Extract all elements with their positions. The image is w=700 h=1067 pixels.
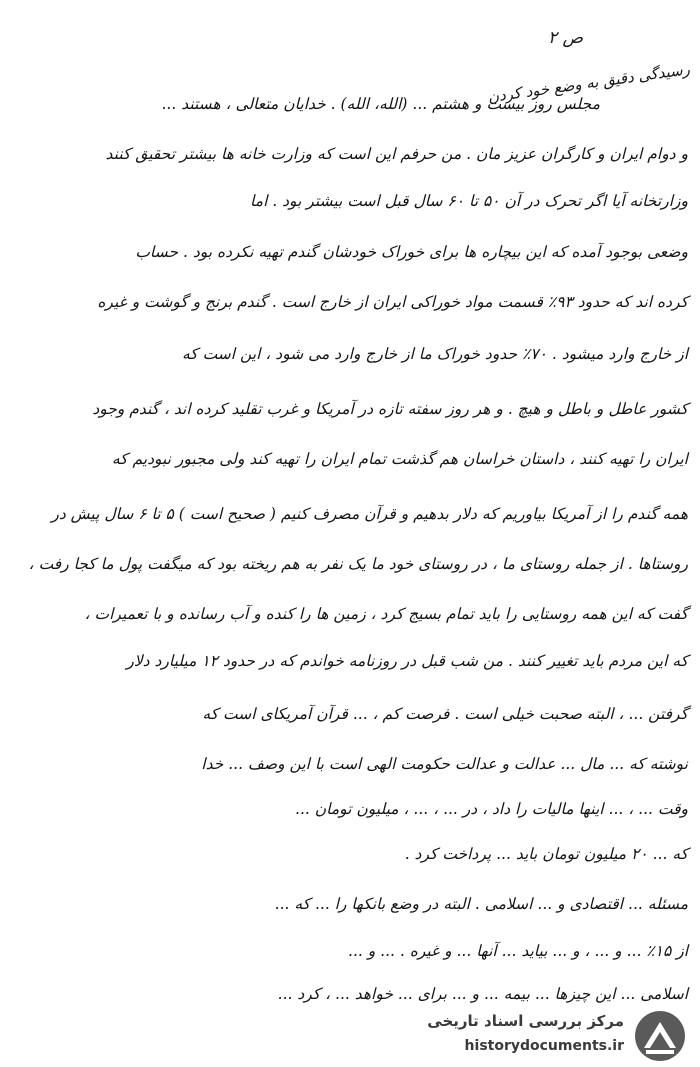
archive-logo-icon	[630, 1008, 690, 1064]
handwritten-line: روستاها . از جمله روستای ما ، در روستای خود ما یک نفر به هم ریخته بود که میگفت پول ما کجا رفت ،	[28, 555, 688, 573]
handwritten-line: که این مردم باید تغییر کنند . من شب قبل در روزنامه خواندم که در حدود ۱۲ میلیارد دلار	[126, 652, 688, 670]
handwritten-line: مسئله ... اقتصادی و ... اسلامی . البته در وضع بانکها را ... که ...	[274, 895, 688, 913]
handwritten-line: مجلس روز بیست و هشتم ... (الله، الله) . خدایان متعالی ، هستند ...	[161, 95, 600, 113]
handwritten-line: اسلامی ... این چیزها ... بیمه ... و ... برای ... خواهد ... ، کرد ...	[277, 985, 688, 1003]
handwritten-line: از خارج وارد میشود . ۷۰٪ حدود خوراک ما از خارج وارد می شود ، این است که	[181, 345, 688, 363]
handwritten-line: وقت ... ، ... اینها مالیات را داد ، در ... ، ... ، میلیون تومان ...	[295, 800, 688, 818]
archive-watermark	[412, 1008, 690, 1064]
handwritten-line: و دوام ایران و کارگران عزیز مان . من حرفم این است که وزارت خانه ها بیشتر تحقیق کنند	[105, 145, 688, 163]
handwritten-line: گفت که این همه روستایی را باید تمام بسیج کرد ، زمین ها را کنده و آب رسانده و با تعمیرات ،	[84, 605, 688, 623]
handwritten-line: وضعی بوجود آمده که این بیچاره ها برای خوراک خودشان گندم تهیه نکرده بود . حساب	[135, 243, 688, 261]
handwritten-line: نوشته که ... مال ... عدالت و عدالت حکومت الهی است با این وصف ... خدا	[201, 755, 688, 773]
handwritten-line: همه گندم را از آمریکا بیاوریم که دلار بدهیم و قرآن مصرف کنیم ( صحیح است ) ۵ تا ۶ سال پیش در	[51, 505, 688, 523]
handwritten-line: که ... ۲۰ میلیون تومان باید ... پرداخت کرد .	[404, 845, 688, 863]
handwritten-line: کشور عاطل و باطل و هیچ . و هر روز سفته تازه در آمریکا و غرب تقلید کرده اند ، گندم وجود	[92, 400, 688, 418]
handwritten-line: وزارتخانه آیا اگر تحرک در آن ۵۰ تا ۶۰ سال قبل است بیشتر بود . اما	[250, 192, 688, 210]
watermark-url: historydocuments.ir	[464, 1038, 624, 1054]
watermark-title: مرکز بررسی اسناد تاریخی	[427, 1012, 624, 1030]
handwritten-line: کرده اند که حدود ۹۳٪ قسمت مواد خوراکی ایران از خارج است . گندم برنج و گوشت و غیره	[97, 293, 688, 311]
page-number: ص ۲	[548, 28, 584, 48]
margin-note: رسیدگی دقیق به وضع خود کردن	[487, 60, 692, 107]
handwritten-line: از ۱۵٪ ... و ... ، و ... بیاید ... آنها ... و غیره . ... و ...	[348, 942, 688, 960]
handwritten-line: گرفتن ... ، البته صحبت خیلی است . فرصت کم ، ... قرآن آمریکای است که	[202, 705, 688, 723]
handwritten-line: ایران را تهیه کنند ، داستان خراسان هم گذشت تمام ایران را تهیه کند ولی مجبور نبودیم که	[111, 450, 688, 468]
